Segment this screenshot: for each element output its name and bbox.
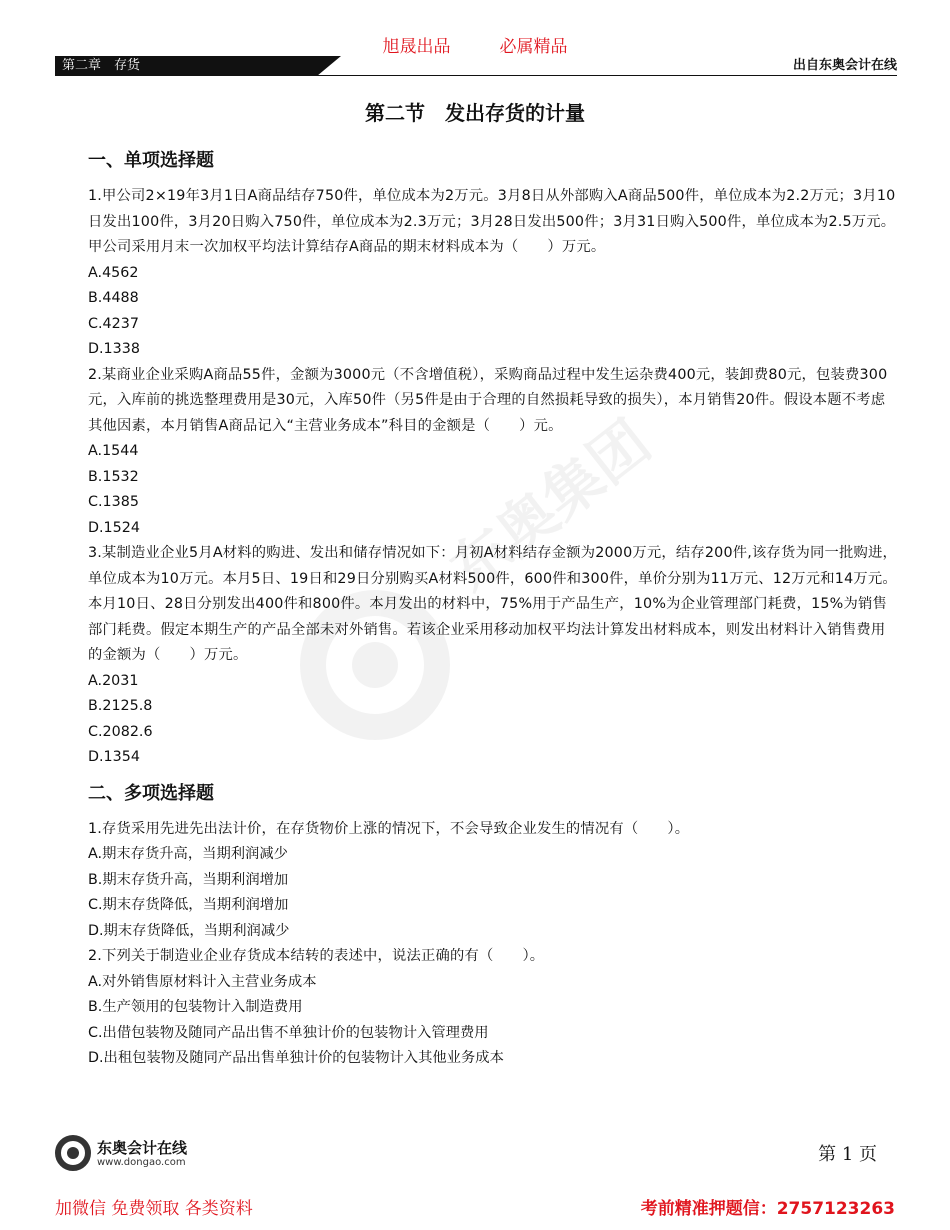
question-block — [88, 944, 898, 1072]
top-banner — [0, 32, 950, 57]
question-text: 1.甲公司2×19年3月1日A商品结存750件，单位成本为2万元。3月8日从外部购入A商品500件，单位成本为2.2万元；3月10日发出100件，3月20日购入750件，单位成本为2.3万元；3月28日发出500件；3月31日购入500件，单位成本为2.5万元。甲公司采用月末一次加权平均法计算结存A商品的期末材料成本为（ ）万元。 — [88, 188, 896, 255]
option-item: C.2082.6 — [88, 723, 153, 740]
option-item: A.4562 — [88, 264, 139, 281]
part2-heading: 二、多项选择题 — [88, 782, 214, 804]
option-item: A.期末存货升高，当期利润减少 — [88, 846, 288, 862]
question-text: 2.某商业企业采购A商品55件，金额为3000元（不含增值税），采购商品过程中发生运杂费400元，装卸费80元，包装费300元，入库前的挑选整理费用是30元，入库50件（另5件是由于合理的自然损耗导致的损失），本月销售20件。假设本题不考虑其他因素，本月销售A商品记入“主营业务成本”科目的金额是（ ）元。 — [88, 366, 888, 434]
option-item: A.2031 — [88, 672, 139, 689]
question-text: 2.下列关于制造业企业存货成本结转的表述中，说法正确的有（ ）。 — [88, 948, 545, 964]
option-item: A.1544 — [88, 443, 139, 459]
footer-right-promo: 考前精准押题信：2757123263 — [640, 1199, 895, 1219]
option-item: B.1532 — [88, 468, 139, 485]
banner-left-text: 旭晟出品 — [382, 37, 451, 57]
option-item: C.出借包装物及随同产品出售不单独计价的包装物计入管理费用 — [88, 1024, 489, 1041]
option-item: D.1338 — [88, 341, 140, 357]
option-item: D.1354 — [88, 749, 140, 765]
option-item: B.4488 — [88, 290, 139, 306]
header-slant-decoration — [317, 56, 341, 76]
option-item: B.生产领用的包装物计入制造费用 — [88, 999, 303, 1015]
part1-heading: 一、单项选择题 — [88, 150, 214, 171]
section-title: 第二节 发出存货的计量 — [365, 101, 585, 125]
question-block — [88, 184, 898, 363]
footer-brand-url: www.dongao.com — [97, 1157, 186, 1168]
question-block — [88, 363, 898, 542]
option-item: C.4237 — [88, 315, 139, 332]
option-item: C.期末存货降低，当期利润增加 — [88, 897, 289, 913]
document-body — [88, 148, 898, 1072]
option-item: B.2125.8 — [88, 698, 153, 714]
question-block — [88, 541, 898, 771]
option-item: D.1524 — [88, 519, 140, 536]
option-item: A.对外销售原材料计入主营业务成本 — [88, 973, 317, 990]
question-block — [88, 817, 898, 945]
footer-logo — [55, 1133, 215, 1175]
banner-right-text: 必属精品 — [499, 37, 568, 57]
question-text: 1.存货采用先进先出法计价，在存货物价上涨的情况下，不会导致企业发生的情况有（ ）。 — [88, 820, 690, 837]
page-number: 第 1 页 — [818, 1144, 877, 1165]
footer-left-promo: 加微信 免费领取 各类资料 — [55, 1199, 253, 1219]
option-item: D.出租包装物及随同产品出售单独计价的包装物计入其他业务成本 — [88, 1050, 504, 1066]
footer-brand-name: 东奥会计在线 — [97, 1139, 188, 1157]
watermark-text: 东奥集团 — [438, 407, 663, 604]
option-item: B.期末存货升高，当期利润增加 — [88, 871, 289, 888]
chapter-label: 第二章 存货 — [55, 56, 317, 76]
dongao-logo-dot-icon — [67, 1147, 79, 1159]
page-header — [55, 56, 897, 76]
header-rule — [55, 75, 897, 76]
option-item: D.期末存货降低，当期利润减少 — [88, 922, 290, 939]
option-item: C.1385 — [88, 494, 139, 510]
question-text: 3.某制造业企业5月A材料的购进、发出和储存情况如下：月初A材料结存金额为2000万元，结存200件,该存货为同一批购进，单位成本为10万元。本月5日、19日和29日分别购买A材料500件，600件和300件，单价分别为11万元、12万元和14万元。本月10日、28日分别发出400件和800件。本月发出的材料中，75%用于产品生产，10%为企业管理部门耗费，15%为销售部门耗费。假定本期生产的产品全部未对外销售。若该企业采用移动加权平均法计算发出材料成本，则发出材料计入销售费用的金额为（ ）万元。 — [88, 545, 897, 663]
source-label: 出自东奥会计在线 — [792, 58, 897, 73]
